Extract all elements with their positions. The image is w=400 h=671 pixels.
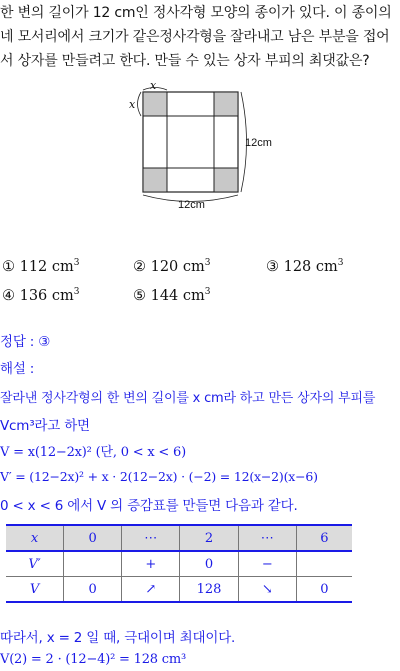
choice-value: 120 cm	[150, 258, 205, 275]
table-cell: 0	[64, 525, 122, 551]
solution-line-6: 따라서, x = 2 일 때, 극대이며 최대이다.	[0, 630, 236, 646]
corner-square-bl	[143, 168, 167, 192]
choice-5[interactable]	[133, 287, 211, 304]
table-cell	[296, 551, 352, 577]
table-cell: V	[6, 577, 64, 603]
table-cell: +	[122, 551, 180, 577]
solution-header: 해설 :	[0, 361, 35, 377]
problem-line-2: 네 모서리에서 크기가 같은정사각형을 잘라내고 남은 부분을 접어	[0, 29, 390, 45]
table-cell	[64, 551, 122, 577]
box-net-figure	[120, 79, 280, 216]
problem-line-3: 서 상자를 만들려고 한다. 만들 수 있는 상자 부피의 최댓값은?	[0, 53, 370, 69]
problem-line-1: 한 변의 길이가 12 cm인 정사각형 모양의 종이가 있다. 이 종이의	[0, 5, 392, 21]
choice-exponent: 3	[204, 287, 211, 297]
variation-table	[6, 524, 352, 603]
solution-line-7: V(2) = 2 · (12−4)² = 128 cm³	[0, 652, 187, 667]
choice-exponent: 3	[73, 258, 80, 268]
choice-1[interactable]	[2, 258, 80, 275]
answer-line: 정답 : ③	[0, 334, 51, 350]
table-row	[6, 577, 352, 603]
choice-value: 136 cm	[19, 287, 74, 304]
corner-square-tr	[214, 92, 238, 116]
choice-3[interactable]	[266, 258, 344, 275]
decrease-arrow-icon: ↘	[238, 577, 296, 603]
table-cell: 2	[180, 525, 238, 551]
choice-exponent: 3	[204, 258, 211, 268]
choice-number: ②	[133, 258, 146, 275]
solution-line-2: Vcm³라고 하면	[0, 418, 90, 434]
table-cell: ⋯	[238, 525, 296, 551]
table-cell: x	[6, 525, 64, 551]
solution-line-4: V′ = (12−2x)² + x · 2(12−2x) · (−2) = 12(x−2)(x−6)	[0, 469, 318, 484]
table-cell: 0	[180, 551, 238, 577]
solution-line-5: 0 < x < 6 에서 V 의 증감표를 만들면 다음과 같다.	[0, 498, 298, 514]
choice-value: 112 cm	[19, 258, 74, 275]
choice-value: 144 cm	[150, 287, 205, 304]
table-cell: −	[238, 551, 296, 577]
solution-line-1: 잘라낸 정사각형의 한 변의 길이를 x cm라 하고 만든 상자의 부피를	[0, 391, 376, 406]
x-brace-left	[138, 92, 142, 116]
table-row	[6, 551, 352, 577]
choice-exponent: 3	[337, 258, 344, 268]
choice-value: 128 cm	[283, 258, 338, 275]
corner-square-tl	[143, 92, 167, 116]
table-cell: 6	[296, 525, 352, 551]
table-cell: 0	[296, 577, 352, 603]
choice-number: ①	[2, 258, 15, 275]
bottom-length-label: 12cm	[178, 199, 205, 211]
table-cell: V′	[6, 551, 64, 577]
table-cell: 128	[180, 577, 238, 603]
corner-square-br	[214, 168, 238, 192]
choice-2[interactable]	[133, 258, 211, 275]
x-label-left: x	[129, 98, 136, 111]
increase-arrow-icon: ↗	[122, 577, 180, 603]
choice-number: ③	[266, 258, 279, 275]
choice-number: ④	[2, 287, 15, 304]
side-length-label: 12cm	[245, 137, 272, 149]
choice-number: ⑤	[133, 287, 146, 304]
choice-exponent: 3	[73, 287, 80, 297]
table-header-row	[6, 525, 352, 551]
x-label-top: x	[150, 79, 157, 92]
table-cell: 0	[64, 577, 122, 603]
solution-line-3: V = x(12−2x)² (단, 0 < x < 6)	[0, 445, 186, 460]
table-cell: ⋯	[122, 525, 180, 551]
choice-4[interactable]	[2, 287, 80, 304]
